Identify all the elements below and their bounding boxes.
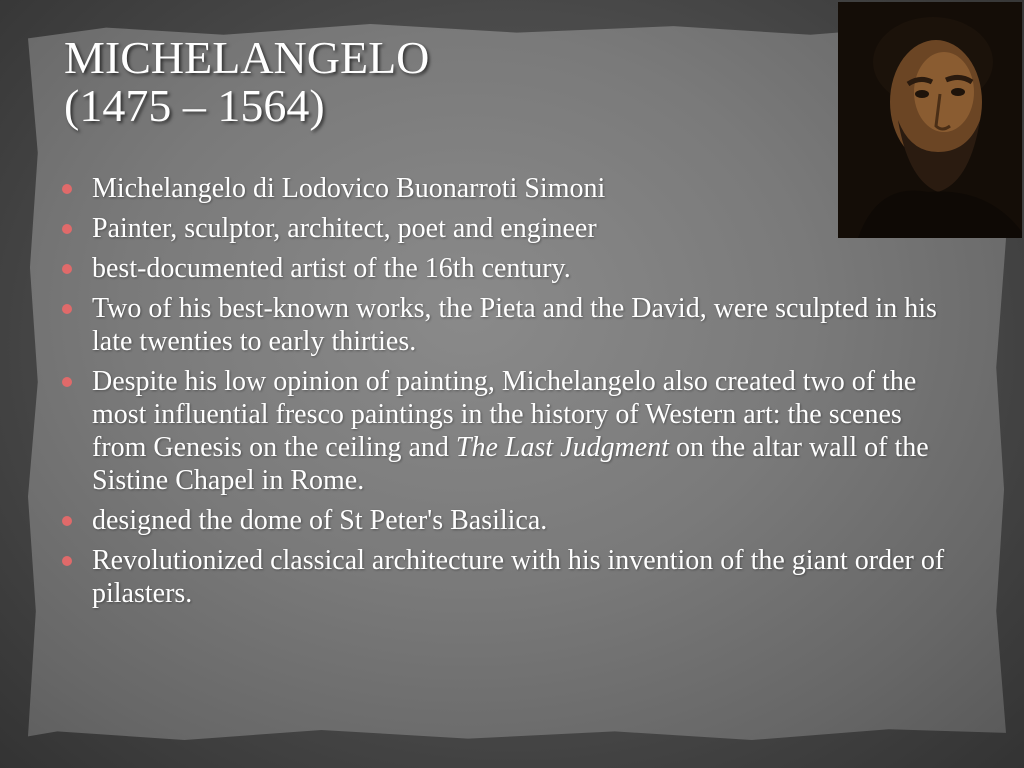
bullet-text-italic: The Last Judgment (455, 432, 670, 463)
bullet-text: Michelangelo di Lodovico Buonarroti Simoni (92, 173, 606, 204)
bullet-item (62, 544, 962, 610)
title-dates: (1475 – 1564) (64, 80, 325, 131)
bullet-text: Revolutionized classical architecture with his invention of the giant order of pilasters. (92, 545, 945, 609)
bullet-item (62, 365, 962, 497)
bullet-item (62, 292, 962, 358)
bullet-text: best-documented artist of the 16th century. (92, 253, 571, 284)
bullet-item (62, 212, 962, 245)
bullet-text-after: on the altar wall of the Sistine Chapel in Rome. (92, 432, 929, 496)
bullet-text: Two of his best-known works, the Pieta and the David, were sculpted in his late twenties to early thirties. (92, 293, 937, 357)
bullet-item (62, 172, 962, 205)
title-name: MICHELANGELO (64, 32, 430, 83)
bullet-item (62, 504, 962, 537)
bullet-list (62, 172, 962, 617)
slide-title (64, 34, 429, 130)
bullet-text-before: Despite his low opinion of painting, Michelangelo also created two of the most influential fresco paintings in the history of Western art: the scenes from Genesis on the ceiling and (92, 366, 917, 463)
bullet-text: Painter, sculptor, architect, poet and engineer (92, 213, 597, 244)
bullet-text: designed the dome of St Peter's Basilica. (92, 505, 548, 536)
bullet-item (62, 252, 962, 285)
